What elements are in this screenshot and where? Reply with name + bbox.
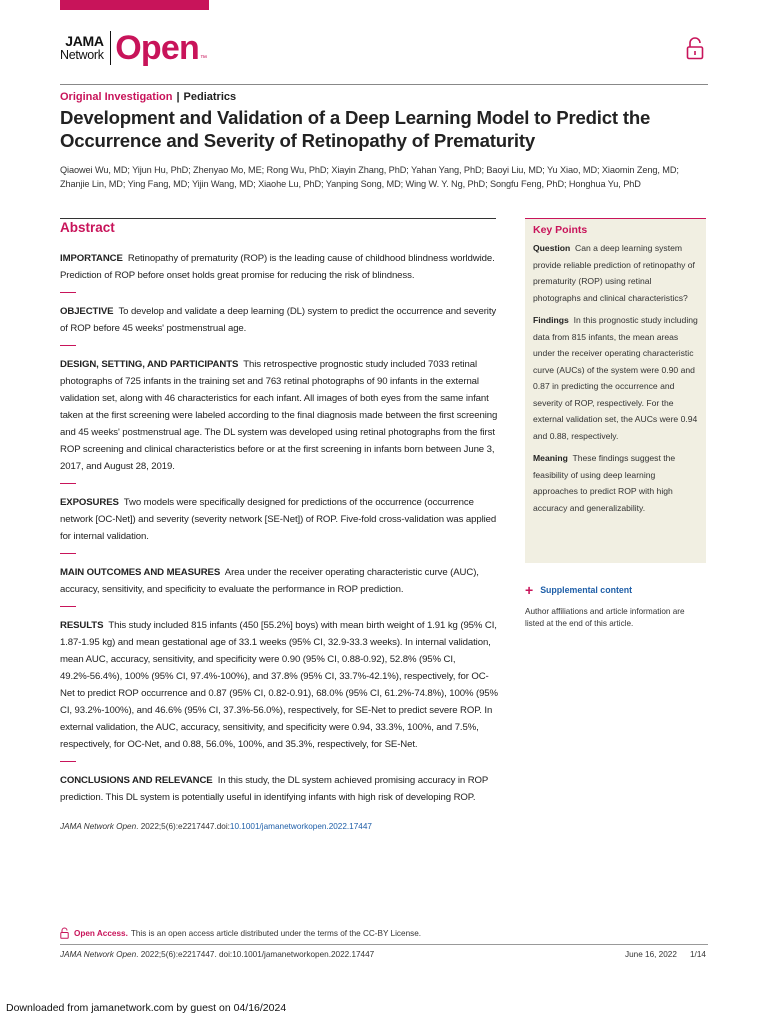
doi-link[interactable]: 10.1001/jamanetworkopen.2022.17447 (229, 822, 372, 831)
footer-date: June 16, 2022 (625, 950, 677, 959)
abstract-section-design: DESIGN, SETTING, AND PARTICIPANTS This retrospective prognostic study included 7033 retinal photographs of 725 infants in the training set and 763 retinal photographs of 90 infants in the external validation set, along with 46 characteristics for each infant. All images of both eyes from the same infant taken at the first screening were labeled according to the final diagnosis made between the first screening and 45 weeks' postmenstrual age. The DL system was developed using retinal photographs from the first ROP screening and clinical characteristics before or at the first screening in infants born between June 3, 2017, and August 28, 2019. (60, 359, 498, 472)
article-citation: JAMA Network Open. 2022;5(6):e2217447.doi:10.1001/jamanetworkopen.2022.17447 (60, 822, 372, 831)
section-divider (60, 606, 76, 607)
affiliations-note: Author affiliations and article information are listed at the end of this article. (525, 607, 685, 628)
open-access-label: Open Access. (74, 928, 128, 938)
abstract-section-objective: OBJECTIVE To develop and validate a deep learning (DL) system to predict the occurrence and severity of ROP before 45 weeks' postmenstrual age. (60, 306, 497, 334)
supplemental-content-link[interactable] (525, 583, 632, 597)
logo-trademark: ™ (199, 55, 207, 62)
section-divider (60, 483, 76, 484)
abstract-rule (60, 218, 496, 219)
key-point-meaning: Meaning These findings suggest the feasibility of using deep learning approaches to predict ROP with high accuracy and generalizability. (533, 453, 676, 513)
section-divider (60, 345, 76, 346)
brand-top-bar (60, 0, 209, 10)
header-rule (60, 84, 708, 85)
article-category: Original Investigation | Pediatrics (60, 91, 237, 103)
open-access-icon (60, 927, 69, 939)
footer-page-number: 1/14 (690, 950, 706, 959)
abstract-section-results: RESULTS This study included 815 infants (450 [55.2%] boys) with mean birth weight of 1.91 kg (95% CI, 1.87-1.95 kg) and mean gestational age of 33.1 weeks (95% CI, 32.9-33.3 weeks). In internal validation, mean AUC, accuracy, sensitivity, and specificity were 0.90 (95% CI, 0.88-0.92), 52.8% (95% CI, 49.2%-56.4%), 100% (95% CI, 97.4%-100%), and 37.8% (95% CI, 33.7%-42.1%), respectively, for OC-Net to predict ROP occurrence and 0.87 (95% CI, 0.82-0.91), 68.0% (95% CI, 61.2%-74.8%), 100% (95% CI, 93.2%-100%), and 46.6% (95% CI, 37.3%-56.0%), respectively, for SE-Net to predict severe ROP. In external validation, the AUC, accuracy, sensitivity, and specificity were 0.94, 33.3%, 100%, and 7.5%, respectively, for OC-Net, and 0.88, 56.0%, 100%, and 35.3%, respectively, for SE-Net. (60, 620, 498, 750)
abstract-section-exposures: EXPOSURES Two models were specifically designed for predictions of the occurrence (occurrence network [OC-Net]) and severity (severity network [SE-Net]) of ROP. Five-fold cross-validation was applied for internal validation. (60, 497, 497, 542)
supplemental-content-label: Supplemental content (540, 585, 633, 595)
key-points-box (525, 218, 706, 563)
key-point-findings: Findings In this prognostic study including data from 815 infants, the mean areas under the receiver operating characteristic curve (AUCs) of the system were 0.90 and 0.87 in predicting the occurrence and severity of ROP, respectively. For the external validation set, the AUCs were 0.94 and 0.88, respectively. (533, 315, 698, 441)
open-access-notice (60, 927, 421, 939)
abstract-section-outcomes: MAIN OUTCOMES AND MEASURES Area under the receiver operating characteristic curve (AUC), accuracy, sensitivity, and specificity to evaluate the performance in ROP prediction. (60, 567, 479, 595)
key-point-question: Question Can a deep learning system provide reliable prediction of retinopathy of prematurity (ROP) using retinal photographs and clinical characteristics? (533, 243, 695, 303)
footer-citation: JAMA Network Open. 2022;5(6):e2217447. doi:10.1001/jamanetworkopen.2022.17447 (60, 950, 375, 959)
section-divider (60, 761, 76, 762)
key-points-heading: Key Points (533, 224, 588, 236)
category-section: Pediatrics (183, 91, 237, 103)
abstract-section-conclusions: CONCLUSIONS AND RELEVANCE In this study, the DL system achieved promising accuracy in ROP prediction. This DL system is potentially useful in identifying infants with high risk of developing ROP. (60, 775, 489, 803)
author-list: Qiaowei Wu, MD; Yijun Hu, PhD; Zhenyao Mo, ME; Rong Wu, PhD; Xiayin Zhang, PhD; Yahan Yang, PhD; Baoyi Liu, MD; Yu Xiao, MD; Xiaomin Zeng, MD; Zhanjie Lin, MD; Ying Fang, MD; Yijin Wang, MD; Xiaohe Lu, PhD; Yanping Song, MD; Wing W. Y. Ng, PhD; Songfu Feng, PhD; Honghua Yu, PhD (60, 165, 679, 189)
logo-open-text: Open (115, 29, 199, 67)
logo-jama-text: JAMA (65, 33, 104, 50)
article-title: Development and Validation of a Deep Learning Model to Predict the Occurrence and Severity of Retinopathy of Prematurity (60, 107, 651, 151)
open-lock-icon (686, 36, 704, 60)
section-divider (60, 292, 76, 293)
logo-separator (110, 31, 112, 65)
abstract-section-importance: IMPORTANCE Retinopathy of prematurity (ROP) is the leading cause of childhood blindness worldwide. Prediction of ROP before onset holds great promise for reducing the risk of blindness. (60, 253, 495, 281)
plus-icon: + (525, 582, 534, 598)
abstract-body (60, 250, 500, 806)
download-watermark: Downloaded from jamanetwork.com by guest on 04/16/2024 (6, 1002, 287, 1014)
logo-network-text: Network (60, 48, 104, 63)
footer-rule (60, 944, 708, 945)
category-type-link[interactable]: Original Investigation (60, 91, 173, 103)
jama-network-open-logo[interactable] (60, 28, 207, 68)
open-access-text: This is an open access article distributed under the terms of the CC-BY License. (130, 928, 422, 938)
abstract-heading: Abstract (60, 220, 115, 235)
section-divider (60, 553, 76, 554)
